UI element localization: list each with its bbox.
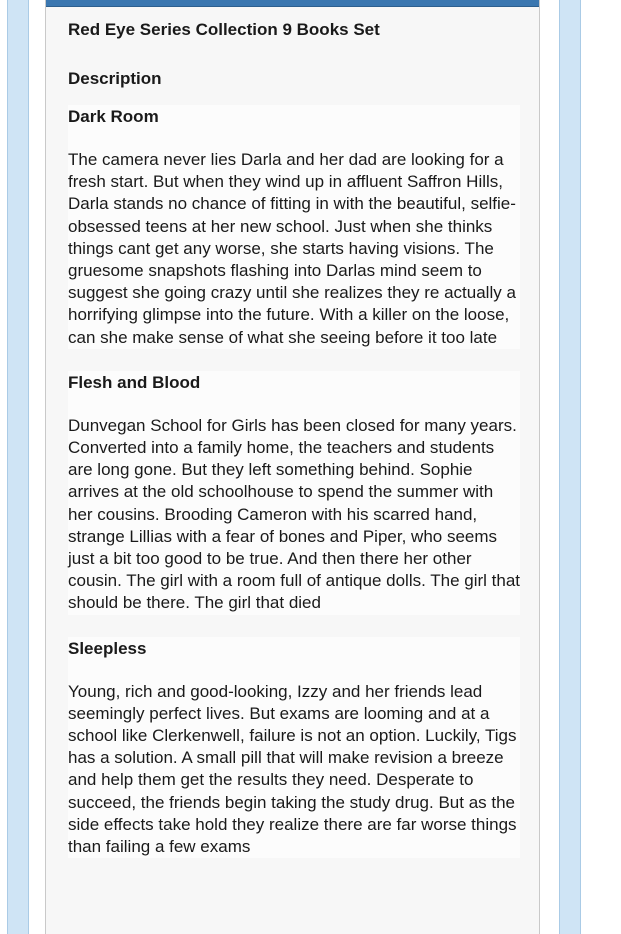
description-content xyxy=(68,18,520,880)
book-title: Sleepless xyxy=(68,638,147,658)
description-heading: Description xyxy=(68,69,162,88)
book-synopsis: Young, rich and good-looking, Izzy and her friends lead seemingly perfect lives. But exams are looming and at a school like Clerkenwell, failure is not an option. Luckily, Tigs has a solution. A small pill that will make revision a breeze and help them get the results they need. Desperate to succeed, the friends begin taking the study drug. But as the side effects take hold they realize there are far worse things than failing a few exams xyxy=(68,681,517,857)
book-title: Dark Room xyxy=(68,107,159,126)
panel-header-bar xyxy=(46,0,539,7)
right-side-rail xyxy=(559,0,581,934)
book-section-flesh-and-blood xyxy=(68,371,520,615)
book-title: Flesh and Blood xyxy=(68,372,201,392)
book-synopsis: Dunvegan School for Girls has been closed for many years. Converted into a family home, the teachers and students are long gone. But they left something behind. Sophie arrives at the old schoolhouse to spend the summer with her cousins. Brooding Cameron with his scarred hand, strange Lillias with a fear of bones and Piper, who seems just a bit too good to be true. And then there her other cousin. The girl with a room full of antique dolls. The girl that should be there. The girl that died xyxy=(68,415,520,613)
book-section-sleepless xyxy=(68,637,520,859)
left-side-rail xyxy=(7,0,29,934)
book-section-dark-room xyxy=(68,105,520,349)
product-title: Red Eye Series Collection 9 Books Set xyxy=(68,20,380,39)
book-synopsis: The camera never lies Darla and her dad are looking for a fresh start. But when they wind up in affluent Saffron Hills, Darla stands no chance of fitting in with the beautiful, selfie-obsessed teens at her new school. Just when she thinks things cant get any worse, she starts having visions. The gruesome snapshots flashing into Darlas mind seem to suggest she going crazy until she realizes they re actually a horrifying glimpse into the future. With a killer on the loose, can she make sense of what she seeing before it too late xyxy=(68,150,516,347)
product-description-panel xyxy=(45,0,540,934)
